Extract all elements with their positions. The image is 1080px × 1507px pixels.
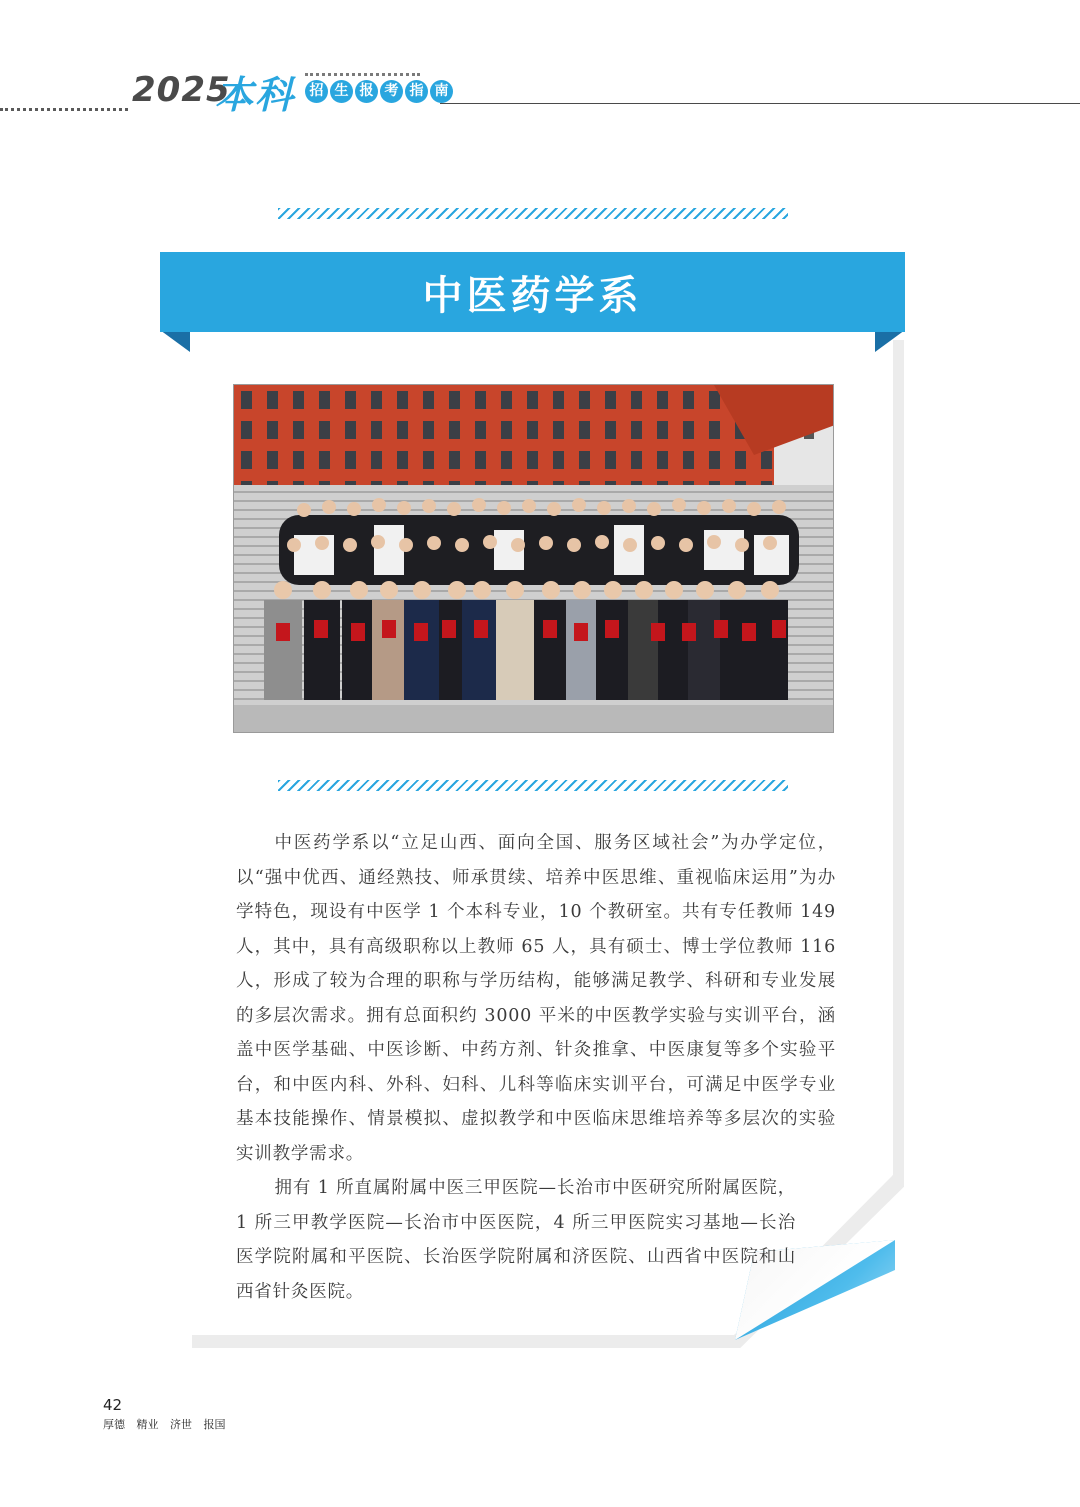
guide-char: 招 xyxy=(305,80,328,103)
body-paragraph: 中医药学系以“立足山西、面向全国、服务区域社会”为办学定位，以“强中优西、通经熟技、师承贯续、培养中医思维、重视临床运用”为办学特色，现设有中医学 1 个本科专业，10 个教研室。共有专任教师 149 人，其中，具有高级职称以上教师 65 人，具有硕士、博士学位教师 116 人，形成了较为合理的职称与学历结构，能够满足教学、科研和专业发展的多层次需求。拥有总面积约 3000 平米的中医教学实验与实训平台，涵盖中医学基础、中医诊断、中药方剂、针灸推拿、中医康复等多个实验平台，和中医内科、外科、妇科、儿科等临床实训平台，可满足中医学专业基本技能操作、情景模拟、虚拟教学和中医临床思维培养等多层次的实验实训教学需求。 xyxy=(236,833,836,1164)
guide-dotted-rule xyxy=(305,73,420,76)
header-year: 2025 xyxy=(132,70,231,110)
guide-char: 指 xyxy=(405,80,428,103)
body-text xyxy=(236,826,836,1309)
header-dotted-rule xyxy=(0,108,128,111)
page-number: 42 xyxy=(103,1396,123,1414)
group-photo xyxy=(233,384,834,733)
guide-char: 考 xyxy=(380,80,403,103)
group-photo-illustration xyxy=(234,385,834,733)
guide-char: 报 xyxy=(355,80,378,103)
banner-fold-left xyxy=(160,330,190,352)
footer-slogan: 厚德 精业 济世 报国 xyxy=(103,1418,226,1431)
guide-char: 生 xyxy=(330,80,353,103)
guide-chars xyxy=(305,80,453,103)
section-title: 中医药学系 xyxy=(422,272,643,319)
hatch-divider-top xyxy=(278,208,788,219)
header-guide-badge xyxy=(305,73,453,103)
header-title: 本科 xyxy=(215,73,296,117)
header-rule xyxy=(440,103,1080,104)
guide-char: 南 xyxy=(430,80,453,103)
hatch-divider-bottom xyxy=(278,780,788,791)
body-paragraph: 拥有 1 所直属附属中医三甲医院—长治市中医研究所附属医院，1 所三甲教学医院—长治市中医医院，4 所三甲医院实习基地—长治医学院附属和平医院、长治医学院附属和济医院、山西省中医院和山西省针灸医院。 xyxy=(236,1178,796,1302)
section-banner xyxy=(160,252,905,332)
